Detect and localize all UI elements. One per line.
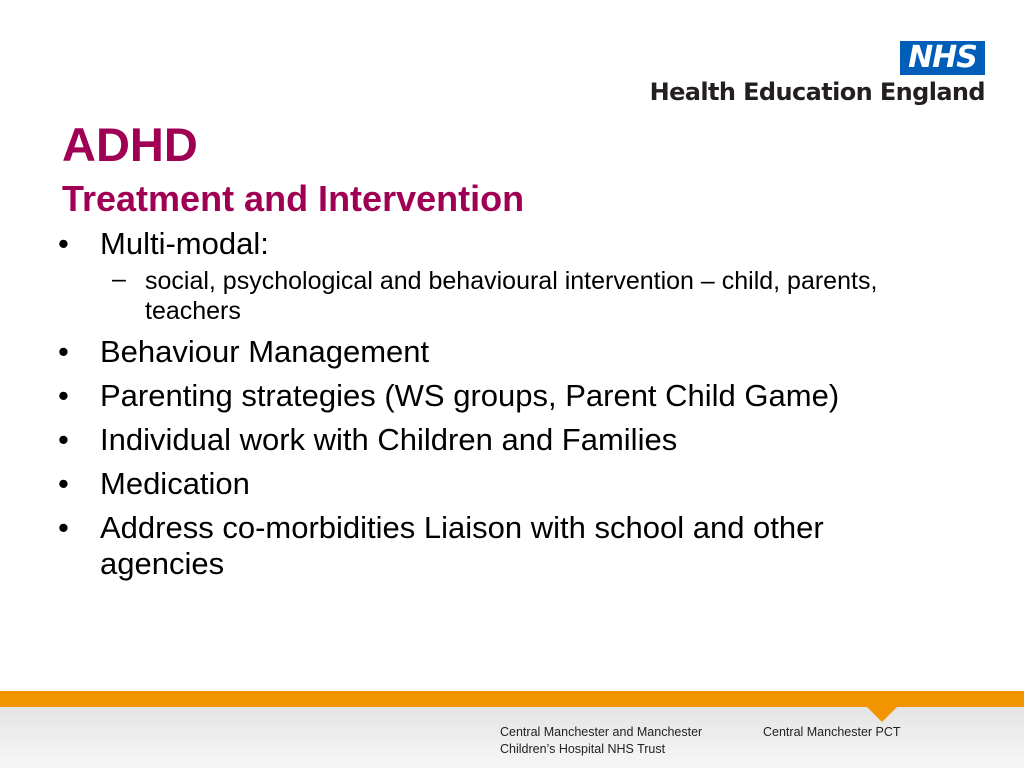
bullet-item <box>58 466 938 502</box>
bullet-text: Individual work with Children and Families <box>100 422 678 457</box>
bullet-icon: • <box>58 510 69 545</box>
bullet-icon: • <box>58 334 69 369</box>
bullet-list <box>58 226 938 590</box>
bullet-text: Behaviour Management <box>100 334 430 369</box>
bullet-text: Address co-morbidities Liaison with school and other agencies <box>100 510 824 581</box>
organisation-name: Health Education England <box>649 78 985 106</box>
bullet-item <box>58 422 938 458</box>
footer-stripe <box>0 691 1024 707</box>
bullet-icon: • <box>58 422 69 457</box>
bullet-text: Medication <box>100 466 250 501</box>
sub-bullet-list <box>100 266 938 326</box>
bullet-icon: • <box>58 226 69 261</box>
bullet-text: Parenting strategies (WS groups, Parent Child Game) <box>100 378 840 413</box>
sub-bullet-item <box>100 266 885 326</box>
bullet-icon: • <box>58 466 69 501</box>
bullet-text: Multi-modal: <box>100 226 269 261</box>
bullet-item <box>58 226 938 326</box>
footer-trust-right: Central Manchester PCT <box>763 725 901 739</box>
footer-notch <box>866 706 898 722</box>
slide-subtitle: Treatment and Intervention <box>62 178 525 219</box>
bullet-item <box>58 510 938 582</box>
slide-title: ADHD <box>62 118 198 171</box>
sub-bullet-text: social, psychological and behavioural intervention – child, parents, teachers <box>145 267 878 325</box>
bullet-item <box>58 378 938 414</box>
nhs-logo: NHS <box>900 41 985 75</box>
dash-icon: – <box>112 265 126 293</box>
footer-trust-left: Central Manchester and Manchester Children’s Hospital NHS Trust <box>500 725 703 756</box>
bullet-icon: • <box>58 378 69 413</box>
bullet-item <box>58 334 938 370</box>
